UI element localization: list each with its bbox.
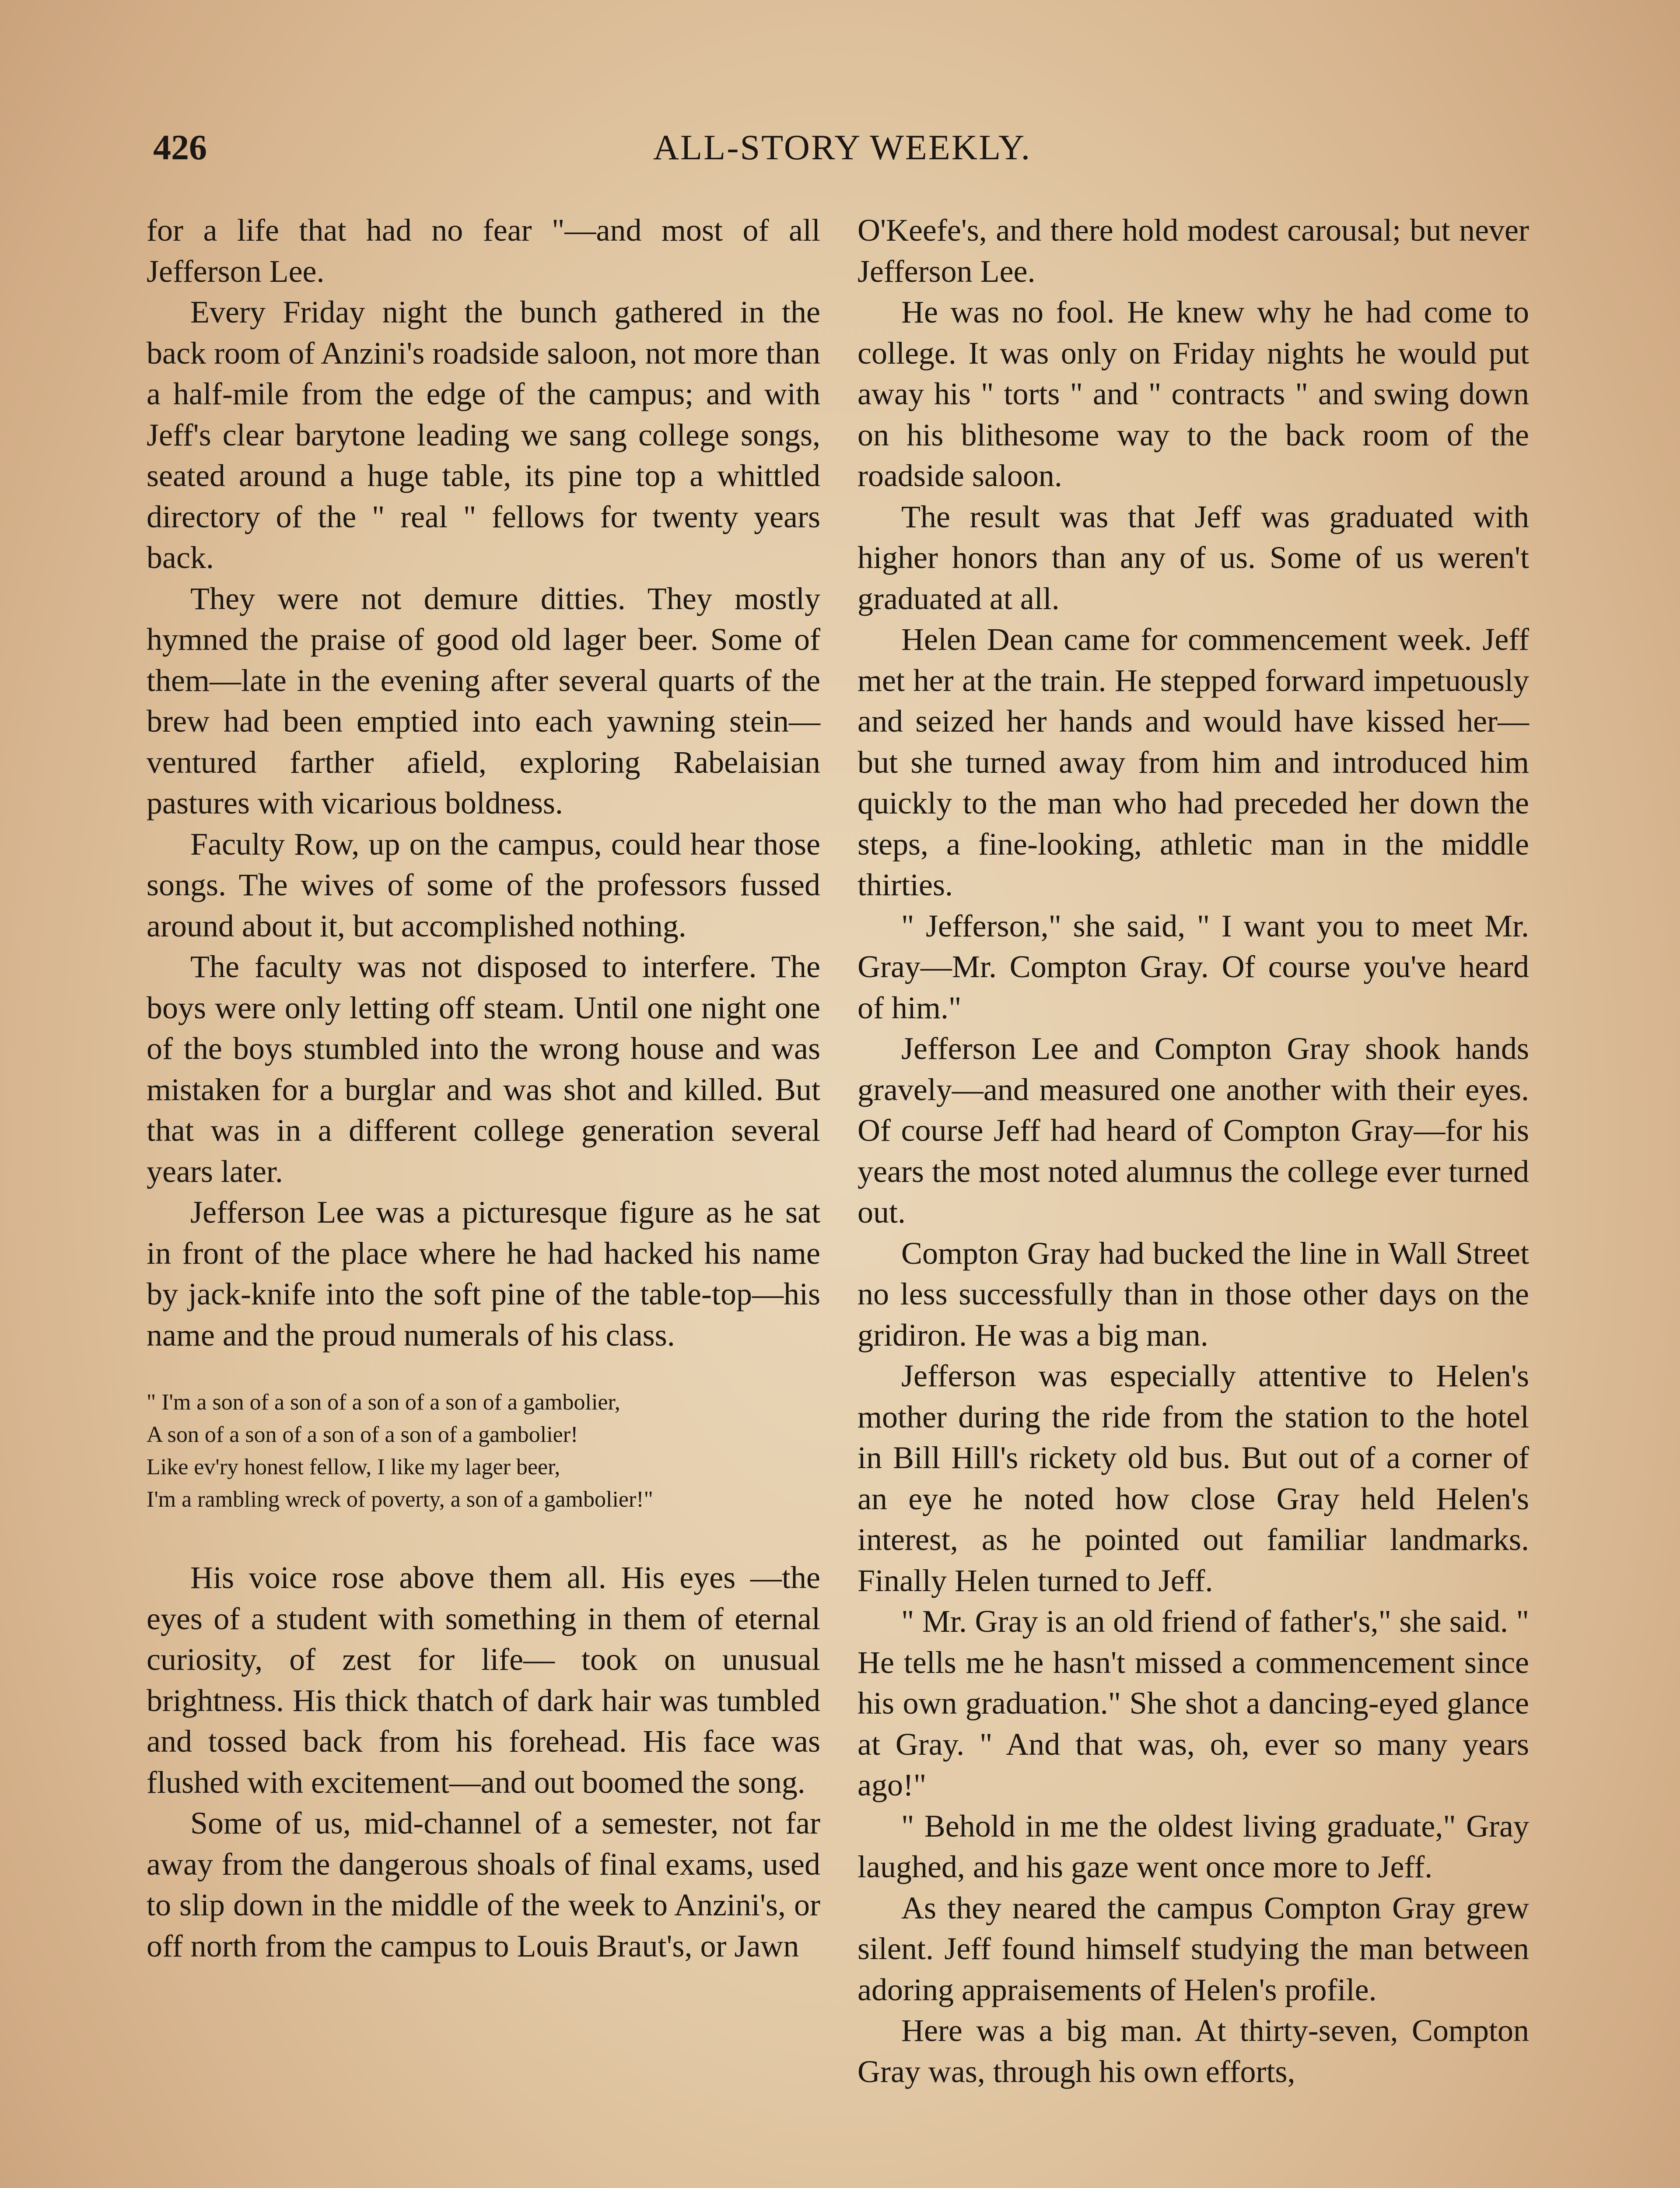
paragraph: Compton Gray had bucked the line in Wall Street no less successfully than in those other days on the gridiron. He was a big man. bbox=[858, 1235, 1529, 1353]
paragraph: Helen Dean came for commencement week. Jeff met her at the train. He stepped forward impetuously and seized her hands and would have kissed her—but she turned away from him and introduced him quickly to the man who had preceded her down the steps, a fine-looking, athletic man in the middle thirties. bbox=[858, 622, 1529, 902]
page-number: 426 bbox=[153, 127, 207, 167]
paragraph: O'Keefe's, and there hold modest carousal; but never Jefferson Lee. bbox=[858, 213, 1529, 289]
paragraph: Jefferson was especially attentive to Helen's mother during the ride from the station to the hotel in Bill Hill's rickety old bus. But out of a corner of an eye he noted how close Gray held Helen's interest, as he pointed out familiar landmarks. Finally Helen turned to Jeff. bbox=[858, 1358, 1529, 1598]
paragraph: The faculty was not disposed to interfere. The boys were only letting off steam. Until one night one of the boys stumbled into the wrong house and was mistaken for a burglar and was shot and killed. But that was in a different college generation several years later. bbox=[147, 949, 820, 1189]
paragraph: Every Friday night the bunch gathered in the back room of Anzini's roadside saloon, not more than a half-mile from the edge of the campus; and with Jeff's clear barytone leading we sang college songs, seated around a huge table, its pine top a whittled directory of the " real " fellows for twenty years back. bbox=[147, 295, 820, 575]
paragraph: Jefferson Lee and Compton Gray shook hands gravely—and measured one another with their eyes. Of course Jeff had heard of Compton Gray—for his years the most noted alumnus the college ever turned out. bbox=[858, 1031, 1529, 1230]
song-verse bbox=[147, 1386, 820, 1516]
paragraph: As they neared the campus Compton Gray grew silent. Jeff found himself studying the man between adoring appraisements of Helen's profile. bbox=[858, 1890, 1529, 2007]
verse-line: A son of a son of a son of a son of a gambolier! bbox=[147, 1422, 578, 1447]
left-column bbox=[147, 210, 820, 1967]
paragraph: His voice rose above them all. His eyes —the eyes of a student with something in them of eternal curiosity, of zest for life— took on unusual brightness. His thick thatch of dark hair was tumbled and tossed back from his forehead. His face was flushed with excitement—and out boomed the song. bbox=[147, 1560, 820, 1800]
paragraph: Faculty Row, up on the campus, could hear those songs. The wives of some of the professors fussed around about it, but accomplished nothing. bbox=[147, 826, 820, 943]
paragraph: " Behold in me the oldest living graduate," Gray laughed, and his gaze went once more to Jeff. bbox=[858, 1808, 1529, 1884]
right-column bbox=[858, 210, 1529, 2092]
paragraph: He was no fool. He knew why he had come to college. It was only on Friday nights he would put away his " torts " and " contracts " and swing down on his blithesome way to the back room of the roadside saloon. bbox=[858, 295, 1529, 493]
verse-line: Like ev'ry honest fellow, I like my lager beer, bbox=[147, 1455, 560, 1480]
paragraph: They were not demure ditties. They mostly hymned the praise of good old lager beer. Some of them—late in the evening after several quarts of the brew had been emptied into each yawning stein—ventured farther afield, exploring Rabelaisian pastures with vicarious boldness. bbox=[147, 581, 820, 820]
paragraph: " Mr. Gray is an old friend of father's," she said. " He tells me he hasn't missed a commencement since his own graduation." She shot a dancing-eyed glance at Gray. " And that was, oh, ever so many years ago!" bbox=[858, 1604, 1529, 1802]
paragraph: " Jefferson," she said, " I want you to meet Mr. Gray—Mr. Compton Gray. Of course you've heard of him." bbox=[858, 908, 1529, 1025]
paragraph: The result was that Jeff was graduated with higher honors than any of us. Some of us weren't graduated at all. bbox=[858, 499, 1529, 616]
page-header bbox=[153, 127, 1531, 188]
paragraph: Some of us, mid-channel of a semester, not far away from the dangerous shoals of final exams, used to slip down in the middle of the week to Anzini's, or off north from the campus to Louis Braut's, or Jawn bbox=[147, 1806, 820, 1964]
paragraph: for a life that had no fear "—and most of all Jefferson Lee. bbox=[147, 213, 820, 289]
verse-line: " I'm a son of a son of a son of a son of a gambolier, bbox=[147, 1390, 620, 1415]
paragraph: Here was a big man. At thirty-seven, Compton Gray was, through his own efforts, bbox=[858, 2013, 1529, 2089]
paragraph: Jefferson Lee was a picturesque figure as he sat in front of the place where he had hacked his name by jack-knife into the soft pine of the table-top—his name and the proud numerals of his class. bbox=[147, 1195, 820, 1353]
running-head: ALL-STORY WEEKLY. bbox=[653, 127, 1032, 167]
verse-line: I'm a rambling wreck of poverty, a son of a gambolier!" bbox=[147, 1487, 653, 1512]
